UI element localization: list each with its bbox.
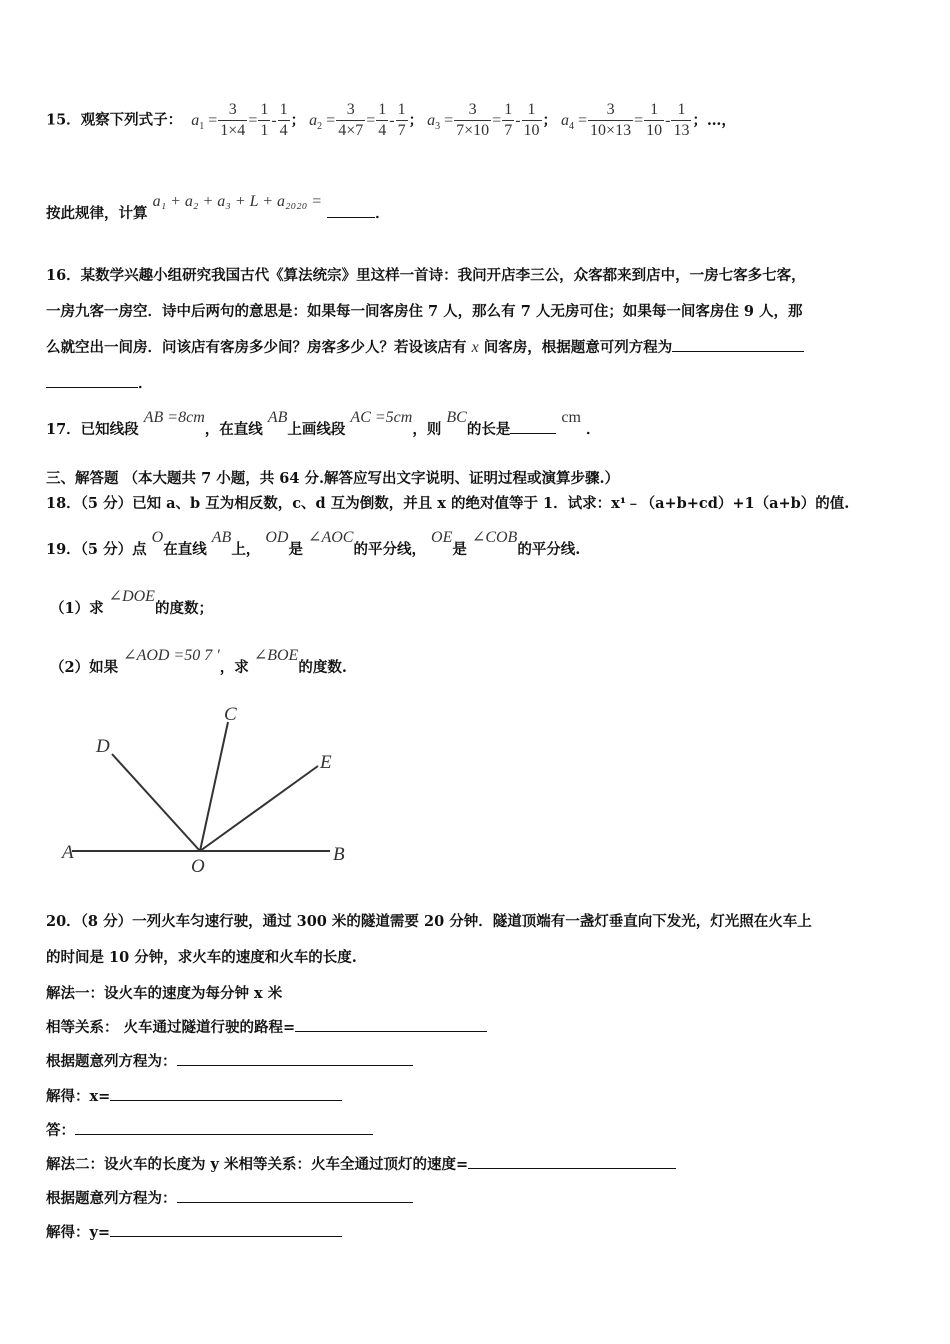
denominator: 7×10 [456,122,490,139]
q16-line3 [46,336,804,357]
numerator: 1 [278,100,290,121]
fraction-main [588,100,633,141]
q17-line [46,409,601,439]
ray-oc [200,722,228,851]
numerator: 1 [376,100,388,121]
term-subscript: 1 [199,120,205,132]
q16-period: ． [138,375,153,392]
q20-answer [46,1119,373,1140]
q16-line2: 一房九客一房空．诗中后两句的意思是：如果每一间客房住 7 人，那么有 7 人无房可住；如果每一间客房住 9 人，那 [46,303,803,320]
q19-angle-cob: ∠COB [471,529,518,546]
q19-line [46,529,581,559]
ray-od [112,754,200,851]
denominator: 4 [279,122,288,139]
denominator: 1 [260,122,269,139]
numerator: 1 [396,100,408,121]
q16-line3-text-b: 间客房，根据题意可列方程为 [483,339,673,356]
numerator: 1 [671,100,691,121]
q19-point-o: O [151,529,164,546]
q18-line: 18．（5 分）已知 a、b 互为相反数，c、d 互为倒数，并且 x 的绝对值等于 1．试求：x¹﹣（a+b+cd）+1（a+b）的值. [46,495,850,512]
q16-answer-blank-1[interactable] [672,337,804,352]
q19-text-6: 的平分线. [517,541,581,558]
fraction-first [258,100,270,141]
label-o: O [191,856,205,877]
equals-sign: = [322,111,336,129]
fraction-main [336,100,365,141]
q20-solution1-label: 解得：x= [46,1088,111,1105]
q20-solution2 [46,1221,342,1242]
q20-method2-label: 解法二：设火车的长度为 y 米相等关系：火车全通过顶灯的速度= [46,1156,469,1173]
q15-line2 [46,193,390,223]
q19-line-ab: AB [211,529,232,546]
q16-answer-blank-2[interactable] [46,373,138,388]
q20-method2 [46,1153,676,1174]
numerator: 3 [588,100,633,121]
q20-solution1 [46,1085,342,1106]
denominator: 4 [378,122,387,139]
q15-answer-blank[interactable] [327,203,375,218]
q19-sub1 [50,588,213,618]
term-subscript: 2 [317,120,323,132]
separator: ； [290,111,306,129]
separator: ；…， [692,111,736,129]
denominator: 7 [397,122,406,139]
q20-equation2-blank[interactable] [177,1188,413,1203]
q17-ab-length: AB =8cm [143,409,205,426]
term-symbol: $a_4$ [561,111,575,132]
q19-angle-aod-value: ∠AOD =50 7 ′ [123,647,220,664]
numerator: 1 [522,100,542,121]
term-symbol: $a_1$ [191,111,205,132]
q20-relation1 [46,1016,487,1037]
term-subscript: 4 [569,120,575,132]
q19-sub2-mid: ，求 [219,659,249,676]
label-b: B [333,844,345,865]
q17-text-4: 的长是 [466,421,511,438]
q20-equation2 [46,1187,413,1208]
q15-number: 15． [46,111,81,129]
q20-solution2-label: 解得：y= [46,1224,111,1241]
q15-intro: 观察下列式子： [80,111,183,129]
angle-figure [58,700,358,880]
fraction-main [218,100,247,141]
term-symbol: $a_2$ [309,111,323,132]
fraction-first [376,100,388,141]
denominator: 1×4 [220,122,246,139]
numerator: 3 [454,100,491,121]
q19-text-3: 是 [288,541,303,558]
q17-period: ． [586,421,601,438]
q17-text-1: ，在直线 [204,421,263,438]
label-e: E [320,752,332,773]
q19-angle-aoc: ∠AOC [308,529,354,546]
equals-sign: = [634,111,644,129]
q20-relation1-blank[interactable] [295,1017,487,1032]
numerator: 1 [644,100,664,121]
q15-period: ． [375,205,390,222]
q17-text-3: ，则 [412,421,442,438]
fraction-second [278,100,290,141]
q15-line1 [46,100,736,141]
q19-text-5: 是 [452,541,467,558]
section-3-heading: 三、解答题 （本大题共 7 小题，共 64 分.解答应写出文字说明、证明过程或演算步骤.） [46,470,620,487]
q20-equation1-label: 根据题意列方程为： [46,1053,177,1070]
q19-sub2 [50,647,347,677]
numerator: 1 [258,100,270,121]
fraction-first [644,100,664,141]
q19-sub2-suffix: 的度数. [298,659,347,676]
q16-line1: 16．某数学兴趣小组研究我国古代《算法统宗》里这样一首诗：我问开店李三公，众客都来到店中，一房七客多七客， [46,267,806,284]
q19-sub1-prefix: （1）求 [50,600,104,617]
q20-equation2-label: 根据题意列方程为： [46,1190,177,1207]
separator: ； [542,111,558,129]
denominator: 4×7 [338,122,364,139]
fraction-first [502,100,514,141]
q17-ac-length: AC =5cm [350,409,413,426]
minus-sign: - [389,111,395,129]
q15-term-1 [191,101,306,139]
q19-sub2-prefix: （2）如果 [50,659,119,676]
minus-sign: - [665,111,671,129]
denominator: 10 [523,122,540,139]
q17-segment-bc: BC [446,409,467,426]
q17-answer-blank[interactable] [510,419,556,434]
q16-variable-x: x [471,339,479,356]
numerator: 3 [336,100,365,121]
q20-equation1 [46,1050,413,1071]
q17-text-2: 上画线段 [287,421,346,438]
numerator: 3 [218,100,247,121]
denominator: 10 [646,122,663,139]
minus-sign: - [271,111,277,129]
equals-sign: = [440,111,454,129]
q19-ray-oe: OE [431,529,453,546]
q15-calc-label: 按此规律，计算 [46,205,148,222]
fraction-second [396,100,408,141]
equals-sign: = [204,111,218,129]
q20-relation1-label: 相等关系： 火车通过隧道行驶的路程= [46,1019,296,1036]
q17-line-ab: AB [267,409,288,426]
equals-sign: = [248,111,258,129]
q19-text-4: 的平分线， [353,541,426,558]
q16-line3-text: 么就空出一间房．问该店有客房多少间？房客多少人？若设该店有 [46,339,467,356]
q20-answer-blank[interactable] [75,1120,373,1135]
fraction-second [671,100,691,141]
denominator: 7 [504,122,513,139]
ray-oe [200,766,318,851]
label-c: C [224,704,237,725]
q19-text-2: 上， [231,541,261,558]
q17-unit: cm [561,409,581,426]
equals-sign: = [574,111,588,129]
q16-line4 [46,372,153,393]
q19-ray-od: OD [265,529,289,546]
q20-solution2-blank[interactable] [110,1222,342,1237]
q20-solution1-blank[interactable] [110,1086,342,1101]
fraction-second [522,100,542,141]
q20-method1: 解法一：设火车的速度为每分钟 x 米 [46,985,283,1002]
term-subscript: 3 [435,120,441,132]
q19-angle-doe: ∠DOE [108,588,155,605]
equals-sign: = [492,111,502,129]
q20-answer-label: 答： [46,1122,75,1139]
q20-method2-blank[interactable] [468,1154,676,1169]
term-symbol: $a_3$ [427,111,441,132]
fraction-main [454,100,491,141]
minus-sign: - [515,111,521,129]
numerator: 1 [502,100,514,121]
label-a: A [62,842,74,863]
equals-sign: = [366,111,376,129]
separator: ； [408,111,424,129]
q20-line1: 20．（8 分）一列火车匀速行驶，通过 300 米的隧道需要 20 分钟．隧道顶端有一盏灯垂直向下发光，灯光照在火车上 [46,913,812,930]
q20-equation1-blank[interactable] [177,1051,413,1066]
denominator: 10×13 [590,122,632,139]
q19-text-1: 在直线 [163,541,207,558]
q19-angle-boe: ∠BOE [253,647,299,664]
q20-line2: 的时间是 10 分钟，求火车的速度和火车的长度. [46,949,357,966]
q19-sub1-suffix: 的度数； [154,600,213,617]
q19-prefix: 19．（5 分）点 [46,541,147,558]
denominator: 13 [673,122,690,139]
q15-sum-expression: a₁ + a₂ + a₃ + L + a₂₀₂₀ = [152,193,323,210]
q17-prefix: 17．已知线段 [46,421,139,438]
label-d: D [96,736,110,757]
